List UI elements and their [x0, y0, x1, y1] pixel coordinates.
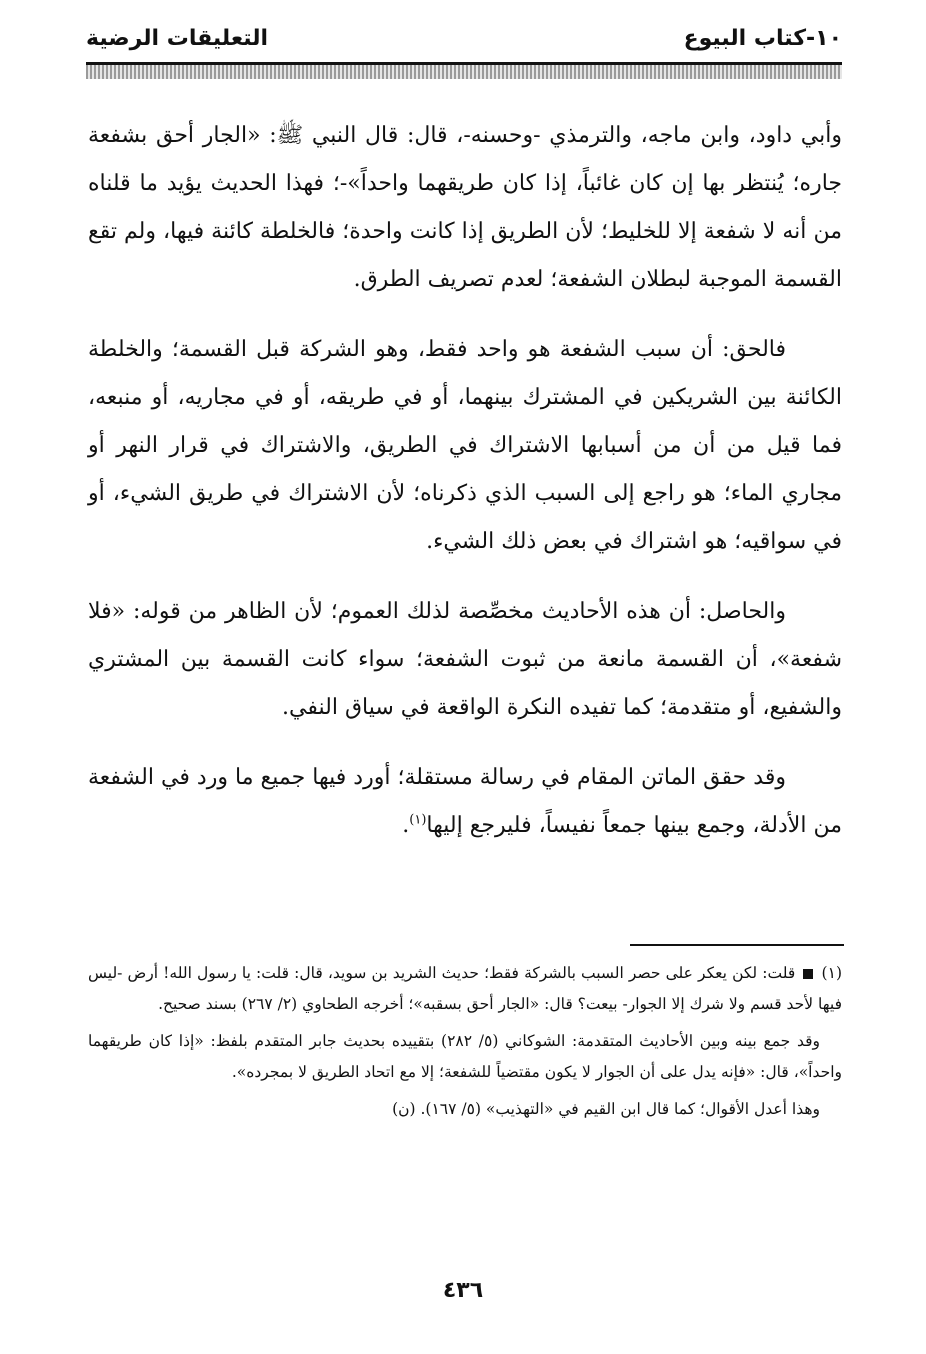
footnote — [88, 1026, 842, 1088]
paragraph-text: وأبي داود، وابن ماجه، والترمذي -وحسنه-، قال: قال النبي ﷺ: «الجار أحق بشفعة جاره؛ يُنتظر بها إن كان غائباً، إذا كان طريقهما واحداً»-؛ فهذا الحديث يؤيد ما قلناه من أنه لا شفعة إلا للخليط؛ لأن الطريق إذا كانت واحدة؛ فالخلطة كائنة فيها، ولم تقع القسمة الموجبة لبطلان الشفعة؛ لعدم تصريف الطرق. — [88, 123, 842, 292]
square-marker-icon — [803, 969, 813, 979]
paragraph — [88, 588, 842, 732]
book-title: التعليقات الرضية — [86, 26, 269, 51]
paragraph-text: وقد حقق الماتن المقام في رسالة مستقلة؛ أورد فيها جميع ما ورد في الشفعة من الأدلة، وجمع بينها جمعاً نفيساً، فليرجع إليها — [88, 765, 842, 838]
paragraph — [88, 112, 842, 304]
footnotes — [88, 958, 842, 1131]
paragraph — [88, 754, 842, 850]
footnote — [88, 1094, 842, 1125]
paragraph-text: والحاصل: أن هذه الأحاديث مخصِّصة لذلك العموم؛ لأن الظاهر من قوله: «فلا شفعة»، أن القسمة مانعة من ثبوت الشفعة؛ سواء كانت القسمة بين المشتري والشفيع، أو متقدمة؛ كما تفيده النكرة الواقعة في سياق النفي. — [88, 599, 842, 720]
header-rule — [86, 62, 842, 79]
footnote — [88, 958, 842, 1020]
paragraph — [88, 326, 842, 566]
main-text — [88, 112, 842, 872]
page-number: ٤٣٦ — [442, 1278, 484, 1303]
paragraph-text: فالحق: أن سبب الشفعة هو واحد فقط، وهو الشركة قبل القسمة؛ والخلطة الكائنة بين الشريكين في المشترك بينهما، أو في طريقه، أو في مجاريه، أو منبعه، فما قيل من أن من أسبابها الاشتراك في الطريق، والاشتراك في قرار النهر أو مجاري الماء؛ هو راجع إلى السبب الذي ذكرناه؛ لأن الاشتراك في طريق الشيء، أو في سواقيه؛ هو اشتراك في بعض ذلك الشيء. — [88, 337, 842, 554]
chapter-title: ١٠-كتاب البيوع — [683, 26, 842, 51]
running-header — [86, 18, 842, 62]
footnote-number: (١) — [821, 964, 842, 982]
paragraph-trail: . — [402, 813, 410, 838]
footnote-text: وهذا أعدل الأقوال؛ كما قال ابن القيم في «التهذيب» (٥/ ١٦٧). (ن) — [392, 1100, 820, 1118]
footnote-text: قلت: لكن يعكر على حصر السبب بالشركة فقط؛ حديث الشريد بن سويد، قال: قلت: يا رسول الله! أرض -ليس فيها لأحد قسم ولا شرك إلا الجوار- بيعت؟ قال: «الجار أحق بسقبه»؛ أخرجه الطحاوي (٢/ ٢٦٧) بسند صحيح. — [88, 964, 842, 1013]
footnote-separator — [630, 944, 844, 946]
footnote-text: وقد جمع بينه وبين الأحاديث المتقدمة: الشوكاني (٥/ ٢٨٢) بتقييده بحديث جابر المتقدم بلفظ: «إذا كان طريقهما واحداً»، قال: «فإنه يدل على أن الجوار لا يكون مقتضياً للشفعة؛ إلا مع اتحاد الطريق لا بمجرده». — [88, 1032, 842, 1081]
footnote-reference[interactable]: (١) — [409, 812, 427, 828]
